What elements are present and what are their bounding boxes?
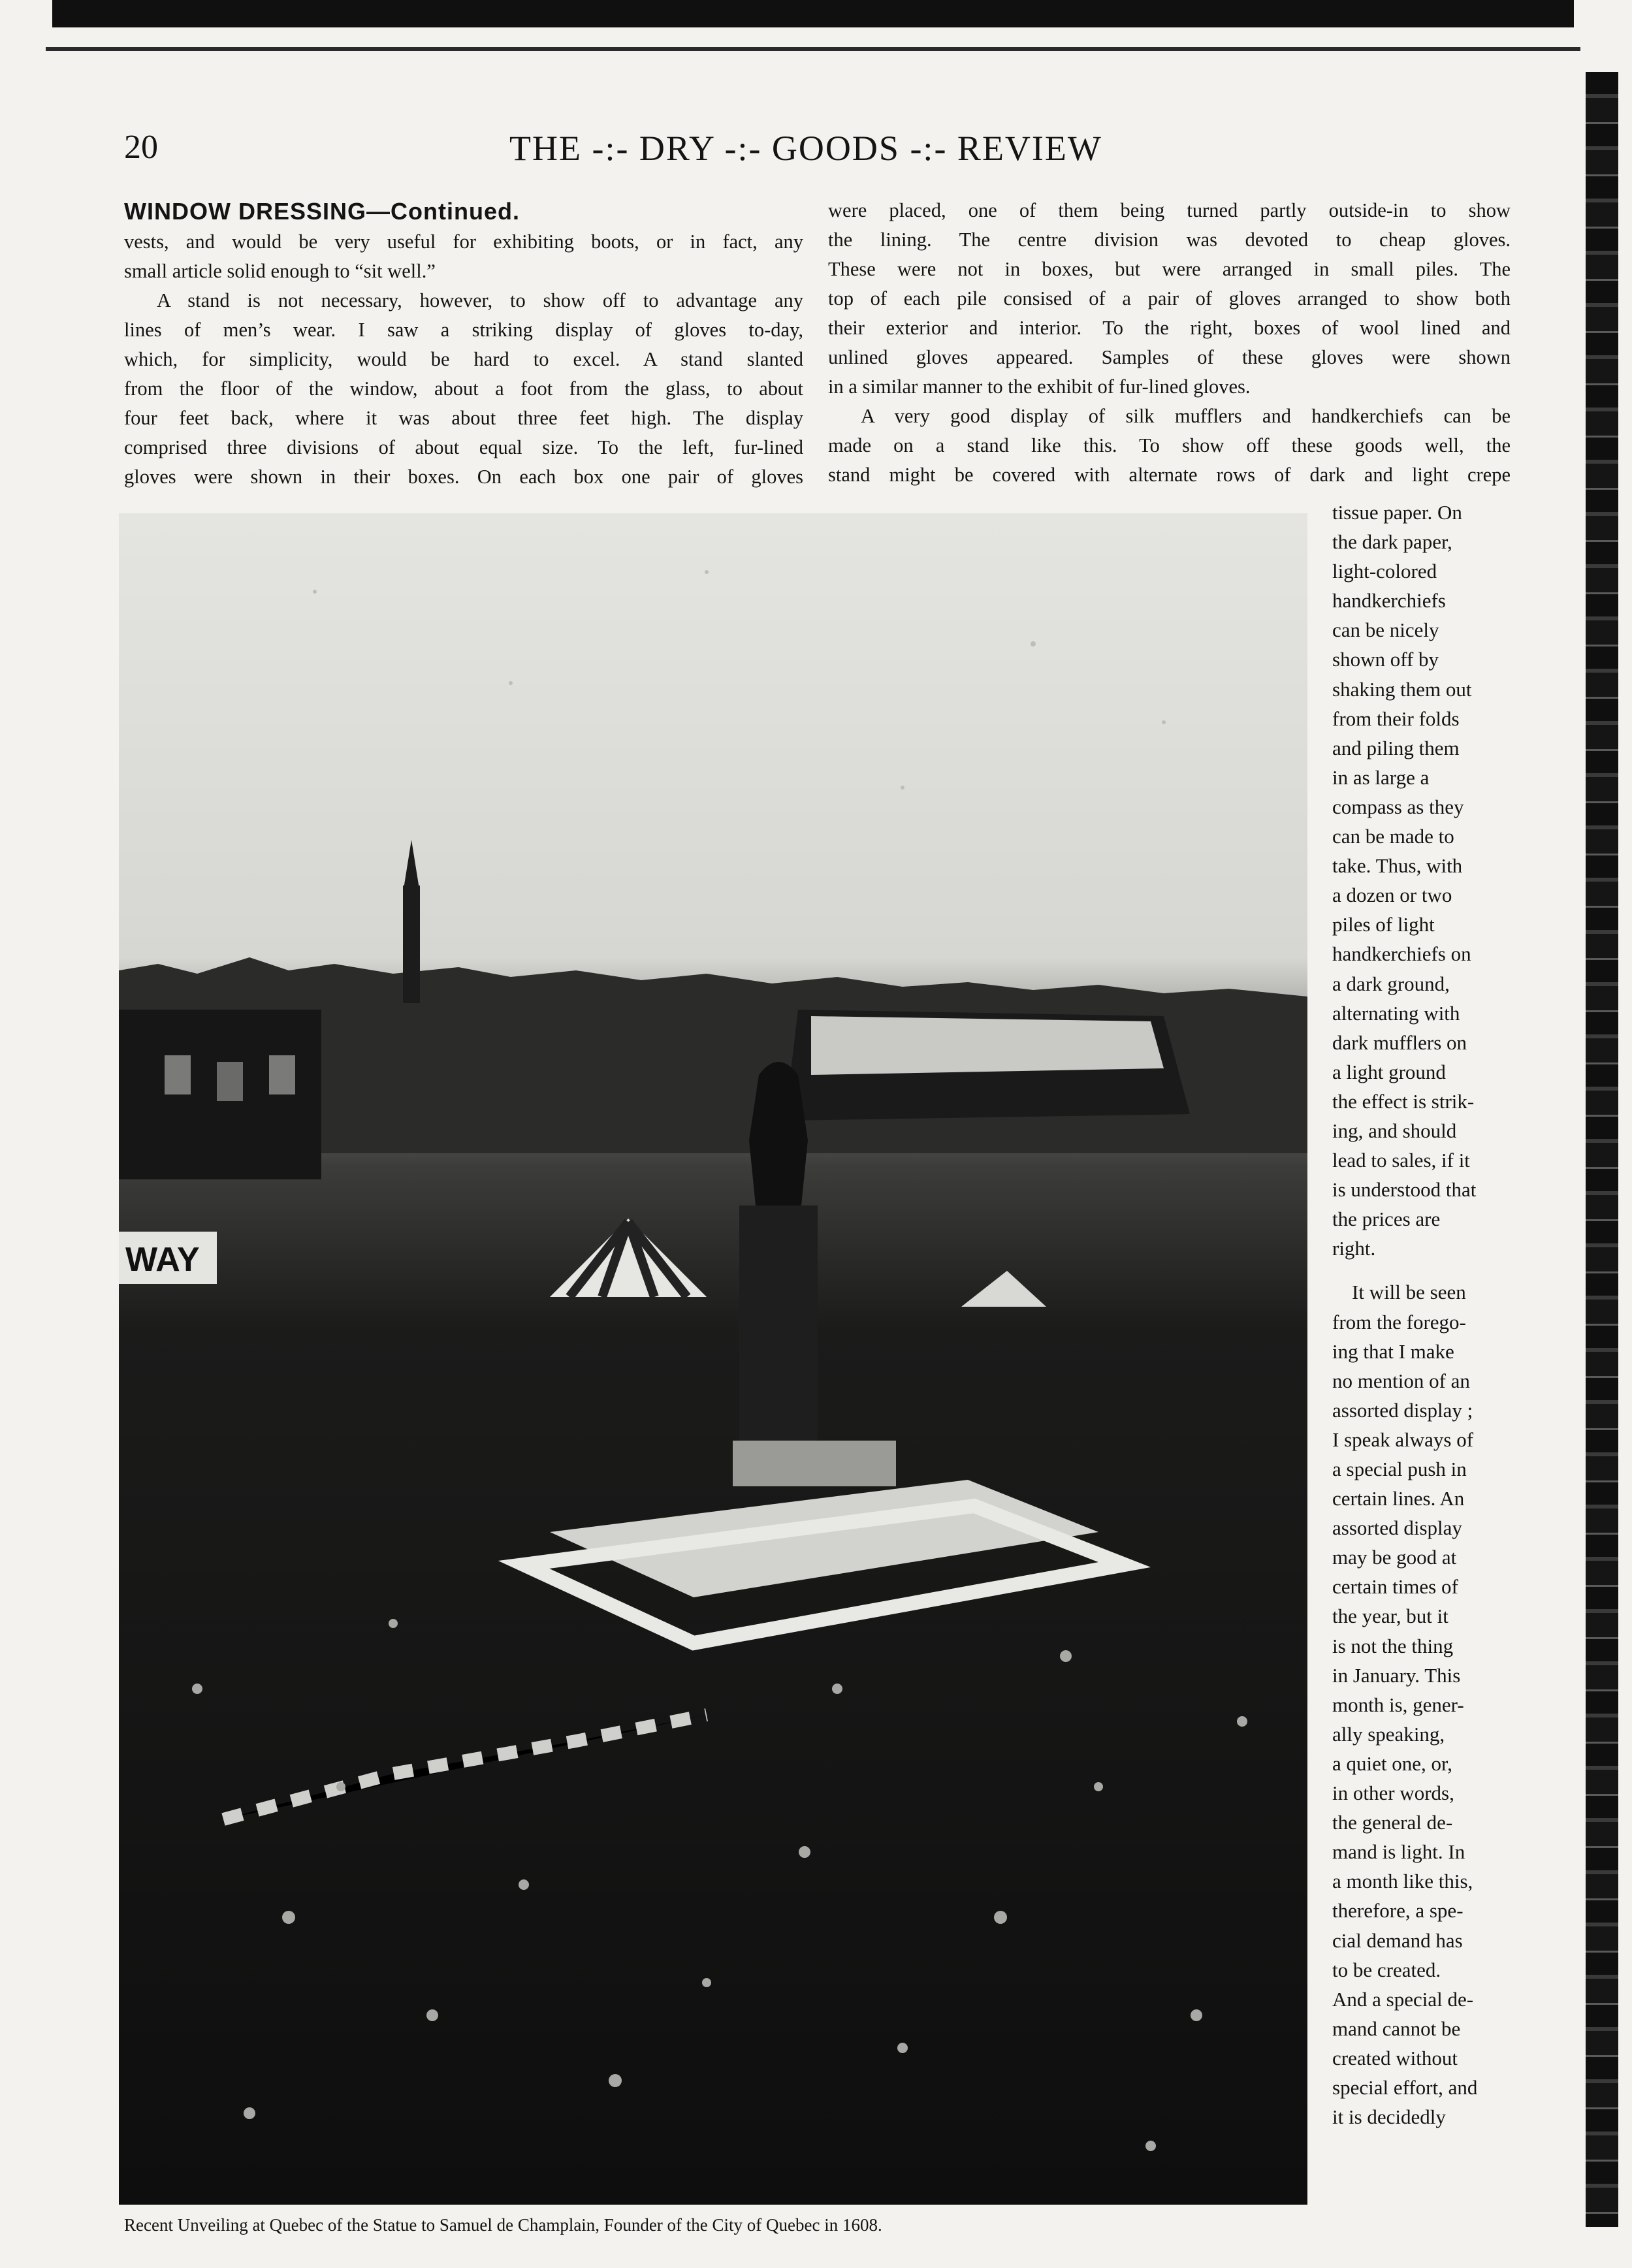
- text-line: unlined gloves appeared. Samples of these gloves were shown: [828, 346, 1511, 368]
- text-line: is not the thing: [1332, 1634, 1454, 1657]
- text-line: I speak always of: [1332, 1428, 1474, 1451]
- text-line: A stand is not necessary, however, to show off to advantage any: [157, 289, 803, 311]
- narrow-column: [1332, 498, 1511, 2132]
- building-window: [165, 1055, 191, 1094]
- photo-caption: Recent Unveiling at Quebec of the Statue to Samuel de Champlain, Founder of the City of Quebec in 1608.: [124, 2215, 882, 2235]
- text-line: from the forego-: [1332, 1310, 1466, 1334]
- text-line: created without: [1332, 2046, 1458, 2069]
- text-line: can be nicely: [1332, 618, 1439, 642]
- text-line: from the floor of the window, about a foot from the glass, to about: [124, 377, 803, 400]
- masthead-title: THE -:- DRY -:- GOODS -:- REVIEW: [509, 129, 1102, 168]
- text-line: vests, and would be very useful for exhibiting boots, or in fact, any: [124, 231, 803, 253]
- text-line: the lining. The centre division was devoted to cheap gloves.: [828, 229, 1511, 251]
- text-line: These were not in boxes, but were arranged in small piles. The: [828, 258, 1511, 280]
- text-line: is understood that: [1332, 1178, 1477, 1202]
- text-line: to be created.: [1332, 1958, 1441, 1981]
- text-line: their exterior and interior. To the right, boxes of wool lined and: [828, 317, 1511, 339]
- text-line: take. Thus, with: [1332, 854, 1463, 878]
- text-line: handkerchiefs on: [1332, 942, 1471, 966]
- text-line: piles of light: [1332, 913, 1435, 936]
- text-line: in a similar manner to the exhibit of fur-lined gloves.: [828, 375, 1251, 398]
- text-line: mand is light. In: [1332, 1840, 1465, 1864]
- text-line: were placed, one of them being turned partly outside-in to show: [828, 199, 1511, 221]
- text-line: certain times of: [1332, 1575, 1458, 1599]
- left-column: [124, 196, 803, 492]
- text-line: comprised three divisions of about equal size. To the left, fur-lined: [124, 436, 803, 458]
- text-line: a special push in: [1332, 1458, 1467, 1480]
- text-line: A very good display of silk mufflers and handkerchiefs can be: [861, 405, 1511, 427]
- text-line: And a special de-: [1332, 1987, 1474, 2011]
- spire-tip: [404, 840, 419, 889]
- text-line: the prices are: [1332, 1207, 1441, 1231]
- text-line: lines of men’s wear. I saw a striking display of gloves to-day,: [124, 319, 803, 341]
- pedestal-column: [739, 1206, 818, 1441]
- text-line: made on a stand like this. To show off these goods well, the: [828, 434, 1511, 456]
- section-heading: WINDOW DRESSING—Continued.: [124, 198, 520, 225]
- pedestal-upper-step: [733, 1441, 896, 1486]
- text-line: a light ground: [1332, 1060, 1446, 1083]
- text-line: dark mufflers on: [1332, 1030, 1467, 1054]
- text-line: assorted display: [1332, 1516, 1462, 1540]
- text-line: a month like this,: [1332, 1870, 1473, 1893]
- text-line: It will be seen: [1352, 1281, 1466, 1304]
- text-line: therefore, a spe-: [1332, 1899, 1464, 1923]
- tent-roof-small: [961, 1271, 1046, 1307]
- text-line: the general de-: [1332, 1811, 1453, 1834]
- text-line: compass as they: [1332, 795, 1464, 818]
- sky-speckles: [313, 570, 1166, 790]
- text-line: light-colored: [1332, 560, 1437, 583]
- text-line: from their folds: [1332, 707, 1460, 730]
- text-line: and piling them: [1332, 736, 1460, 759]
- text-line: certain lines. An: [1332, 1487, 1465, 1510]
- text-line: ing that I make: [1332, 1339, 1454, 1363]
- text-line: no mention of an: [1332, 1369, 1470, 1392]
- crowd-fence: [223, 1715, 707, 1819]
- text-line: top of each pile consised of a pair of gloves arranged to show both: [828, 287, 1511, 310]
- text-line: the effect is strik-: [1332, 1089, 1475, 1113]
- statue-photograph: [119, 513, 1307, 2205]
- text-line: ing, and should: [1332, 1119, 1457, 1142]
- text-line: gloves were shown in their boxes. On each box one pair of gloves: [124, 466, 803, 488]
- text-line: assorted display ;: [1332, 1398, 1473, 1422]
- text-line: four feet back, where it was about three feet high. The display: [124, 407, 803, 429]
- right-column-top: [828, 196, 1511, 490]
- building-window: [269, 1055, 295, 1094]
- text-line: stand might be covered with alternate rows of dark and light crepe: [828, 464, 1511, 486]
- text-line: tissue paper. On: [1332, 501, 1462, 524]
- building-roof: [811, 1016, 1164, 1075]
- text-line: a dozen or two: [1332, 884, 1452, 907]
- text-line: right.: [1332, 1237, 1376, 1260]
- scan-top-border: [52, 0, 1574, 27]
- text-line: cial demand has: [1332, 1928, 1463, 1952]
- statue-figure: [749, 1062, 808, 1206]
- photo-illustration: [119, 513, 1307, 2205]
- text-line: in January. This: [1332, 1663, 1461, 1687]
- text-line: small article solid enough to “sit well.”: [124, 260, 436, 282]
- text-line: which, for simplicity, would be hard to excel. A stand slanted: [124, 348, 803, 370]
- text-line: may be good at: [1332, 1546, 1457, 1569]
- text-line: in as large a: [1332, 765, 1430, 789]
- text-line: the year, but it: [1332, 1605, 1448, 1628]
- text-line: the dark paper,: [1332, 530, 1452, 554]
- church-spire: [403, 886, 420, 1003]
- text-line: shaking them out: [1332, 677, 1472, 701]
- text-line: can be made to: [1332, 825, 1454, 848]
- text-line: month is, gener-: [1332, 1693, 1464, 1716]
- page-number: 20: [124, 129, 158, 166]
- header-rule: [46, 47, 1580, 51]
- text-line: shown off by: [1332, 648, 1439, 671]
- sign-text: WAY: [125, 1241, 200, 1279]
- text-line: mand cannot be: [1332, 2017, 1461, 2040]
- text-line: handkerchiefs: [1332, 589, 1446, 613]
- text-line: ally speaking,: [1332, 1722, 1445, 1746]
- scan-binding-edge: [1586, 72, 1618, 2227]
- text-line: a quiet one, or,: [1332, 1751, 1452, 1775]
- building-window: [217, 1062, 243, 1101]
- text-line: in other words,: [1332, 1781, 1454, 1805]
- text-line: it is decidedly: [1332, 2105, 1446, 2129]
- crowd-speckles: [192, 1619, 1247, 2151]
- text-line: a dark ground,: [1332, 972, 1450, 995]
- text-line: alternating with: [1332, 1001, 1460, 1025]
- text-line: special effort, and: [1332, 2075, 1478, 2099]
- text-line: lead to sales, if it: [1332, 1149, 1470, 1172]
